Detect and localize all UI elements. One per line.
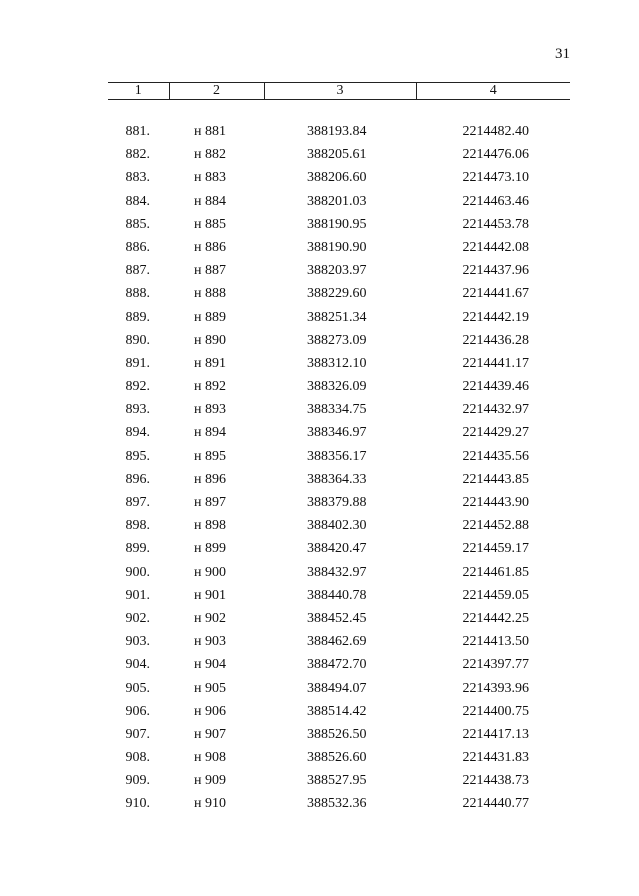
coordinate-y: 2214441.17	[462, 355, 529, 371]
column-header-1: 1	[108, 83, 169, 100]
coordinate-x: 388364.33	[307, 471, 367, 487]
row-number: 905.	[125, 680, 150, 696]
row-number: 900.	[125, 564, 150, 580]
row-number: 885.	[125, 216, 150, 232]
table-row	[0, 723, 639, 746]
table-row	[0, 282, 639, 305]
coordinate-y: 2214459.05	[462, 587, 529, 603]
column-header-2: 2	[169, 83, 264, 100]
row-number: 894.	[125, 425, 150, 441]
table-row	[0, 375, 639, 398]
row-number: 893.	[125, 402, 150, 418]
table-row	[0, 677, 639, 700]
coordinate-x: 388273.09	[307, 332, 367, 348]
row-number: 904.	[125, 657, 150, 673]
coordinate-x: 388356.17	[307, 448, 367, 464]
point-name: н 890	[194, 332, 226, 348]
coordinate-x: 388251.34	[307, 309, 367, 325]
point-name: н 903	[194, 634, 226, 650]
row-number: 897.	[125, 495, 150, 510]
coordinate-y: 2214473.10	[462, 170, 529, 186]
row-number: 901.	[125, 587, 150, 603]
row-number: 890.	[125, 332, 150, 348]
coordinate-x: 388379.88	[307, 495, 367, 510]
table-row	[0, 746, 639, 769]
coordinate-y: 2214413.50	[462, 634, 529, 650]
coordinate-x: 388532.36	[307, 796, 367, 812]
row-number: 909.	[125, 773, 150, 789]
table-row	[0, 329, 639, 352]
table-row	[0, 445, 639, 468]
coordinate-y: 2214453.78	[462, 216, 529, 232]
column-header-4: 4	[416, 83, 570, 100]
coordinate-y: 2214432.97	[462, 402, 529, 418]
coordinate-y: 2214452.88	[462, 518, 529, 534]
coordinate-y: 2214437.96	[462, 263, 529, 279]
coordinate-x: 388472.70	[307, 657, 367, 673]
table-row	[0, 166, 639, 189]
row-number: 902.	[125, 610, 150, 626]
table-row	[0, 468, 639, 491]
row-number: 881.	[125, 124, 150, 139]
table-row	[0, 421, 639, 444]
column-header-3: 3	[264, 83, 416, 100]
coordinate-x: 388527.95	[307, 773, 367, 789]
point-name: н 901	[194, 587, 226, 603]
page-number: 31	[555, 46, 570, 62]
coordinate-y: 2214442.25	[462, 610, 529, 626]
point-name: н 892	[194, 379, 226, 395]
point-name: н 886	[194, 239, 226, 255]
coordinate-x: 388326.09	[307, 379, 367, 395]
table-row	[0, 653, 639, 676]
row-number: 892.	[125, 379, 150, 395]
point-name: н 900	[194, 564, 226, 580]
point-name: н 881	[194, 124, 226, 139]
coordinate-y: 2214459.17	[462, 541, 529, 557]
row-number: 910.	[125, 796, 150, 812]
row-number: 889.	[125, 309, 150, 325]
coordinate-x: 388201.03	[307, 193, 367, 209]
coordinate-x: 388514.42	[307, 703, 367, 719]
coordinate-x: 388229.60	[307, 286, 367, 302]
point-name: н 907	[194, 726, 226, 742]
coordinate-y: 2214463.46	[462, 193, 529, 209]
point-name: н 885	[194, 216, 226, 232]
row-number: 895.	[125, 448, 150, 464]
table-row	[0, 352, 639, 375]
table-row	[0, 584, 639, 607]
point-name: н 894	[194, 425, 226, 441]
coordinate-y: 2214482.40	[462, 124, 529, 139]
coordinate-y: 2214436.28	[462, 332, 529, 348]
coordinate-x: 388190.95	[307, 216, 367, 232]
point-name: н 891	[194, 355, 226, 371]
coordinate-x: 388334.75	[307, 402, 367, 418]
coordinate-x: 388440.78	[307, 587, 367, 603]
table-row	[0, 700, 639, 723]
table-row	[0, 769, 639, 792]
table-row	[0, 190, 639, 213]
coordinate-y: 2214397.77	[462, 657, 529, 673]
point-name: н 889	[194, 309, 226, 325]
row-number: 883.	[125, 170, 150, 186]
row-number: 908.	[125, 750, 150, 766]
coordinate-y: 2214461.85	[462, 564, 529, 580]
coordinate-y: 2214431.83	[462, 750, 529, 766]
point-name: н 882	[194, 147, 226, 163]
coordinate-y: 2214435.56	[462, 448, 529, 464]
coordinate-x: 388494.07	[307, 680, 367, 696]
table-row	[0, 630, 639, 653]
table-row	[0, 792, 639, 815]
coordinate-y: 2214400.75	[462, 703, 529, 719]
coordinate-y: 2214476.06	[462, 147, 529, 163]
column-header-table	[108, 82, 570, 100]
row-number: 896.	[125, 471, 150, 487]
coordinate-x: 388452.45	[307, 610, 367, 626]
coordinate-x: 388526.60	[307, 750, 367, 766]
point-name: н 897	[194, 495, 226, 510]
row-number: 888.	[125, 286, 150, 302]
point-name: н 895	[194, 448, 226, 464]
coordinate-x: 388203.97	[307, 263, 367, 279]
table-row	[0, 236, 639, 259]
table-row	[0, 398, 639, 421]
coordinate-y: 2214443.90	[462, 495, 529, 510]
table-row	[0, 306, 639, 329]
coordinate-table-body	[0, 120, 639, 816]
table-row	[0, 491, 639, 514]
point-name: н 902	[194, 610, 226, 626]
coordinate-x: 388346.97	[307, 425, 367, 441]
coordinate-y: 2214439.46	[462, 379, 529, 395]
table-row	[0, 259, 639, 282]
point-name: н 888	[194, 286, 226, 302]
point-name: н 904	[194, 657, 226, 673]
coordinate-x: 388420.47	[307, 541, 367, 557]
point-name: н 883	[194, 170, 226, 186]
coordinate-y: 2214429.27	[462, 425, 529, 441]
row-number: 903.	[125, 634, 150, 650]
row-number: 886.	[125, 239, 150, 255]
column-header-row	[108, 83, 570, 100]
row-number: 882.	[125, 147, 150, 163]
row-number: 884.	[125, 193, 150, 209]
coordinate-x: 388462.69	[307, 634, 367, 650]
row-number: 891.	[125, 355, 150, 371]
table-row	[0, 607, 639, 630]
point-name: н 893	[194, 402, 226, 418]
coordinate-x: 388193.84	[307, 124, 367, 139]
coordinate-x: 388432.97	[307, 564, 367, 580]
row-number: 887.	[125, 263, 150, 279]
coordinate-y: 2214438.73	[462, 773, 529, 789]
point-name: н 906	[194, 703, 226, 719]
table-row	[0, 213, 639, 236]
coordinate-y: 2214442.19	[462, 309, 529, 325]
point-name: н 884	[194, 193, 226, 209]
coordinate-y: 2214442.08	[462, 239, 529, 255]
table-row	[0, 143, 639, 166]
coordinate-y: 2214441.67	[462, 286, 529, 302]
point-name: н 905	[194, 680, 226, 696]
table-row	[0, 120, 639, 143]
point-name: н 896	[194, 471, 226, 487]
coordinate-x: 388402.30	[307, 518, 367, 534]
table-row	[0, 561, 639, 584]
row-number: 907.	[125, 726, 150, 742]
row-number: 898.	[125, 518, 150, 534]
coordinate-x: 388205.61	[307, 147, 367, 163]
point-name: н 910	[194, 796, 226, 812]
point-name: н 898	[194, 518, 226, 534]
coordinate-x: 388206.60	[307, 170, 367, 186]
coordinate-y: 2214417.13	[462, 726, 529, 742]
coordinate-x: 388190.90	[307, 239, 367, 255]
point-name: н 899	[194, 541, 226, 557]
coordinate-y: 2214393.96	[462, 680, 529, 696]
table-row	[0, 537, 639, 560]
coordinate-x: 388526.50	[307, 726, 367, 742]
point-name: н 909	[194, 773, 226, 789]
coordinate-y: 2214443.85	[462, 471, 529, 487]
row-number: 899.	[125, 541, 150, 557]
point-name: н 887	[194, 263, 226, 279]
point-name: н 908	[194, 750, 226, 766]
table-row	[0, 514, 639, 537]
coordinate-y: 2214440.77	[462, 796, 529, 812]
coordinate-x: 388312.10	[307, 355, 367, 371]
row-number: 906.	[125, 703, 150, 719]
